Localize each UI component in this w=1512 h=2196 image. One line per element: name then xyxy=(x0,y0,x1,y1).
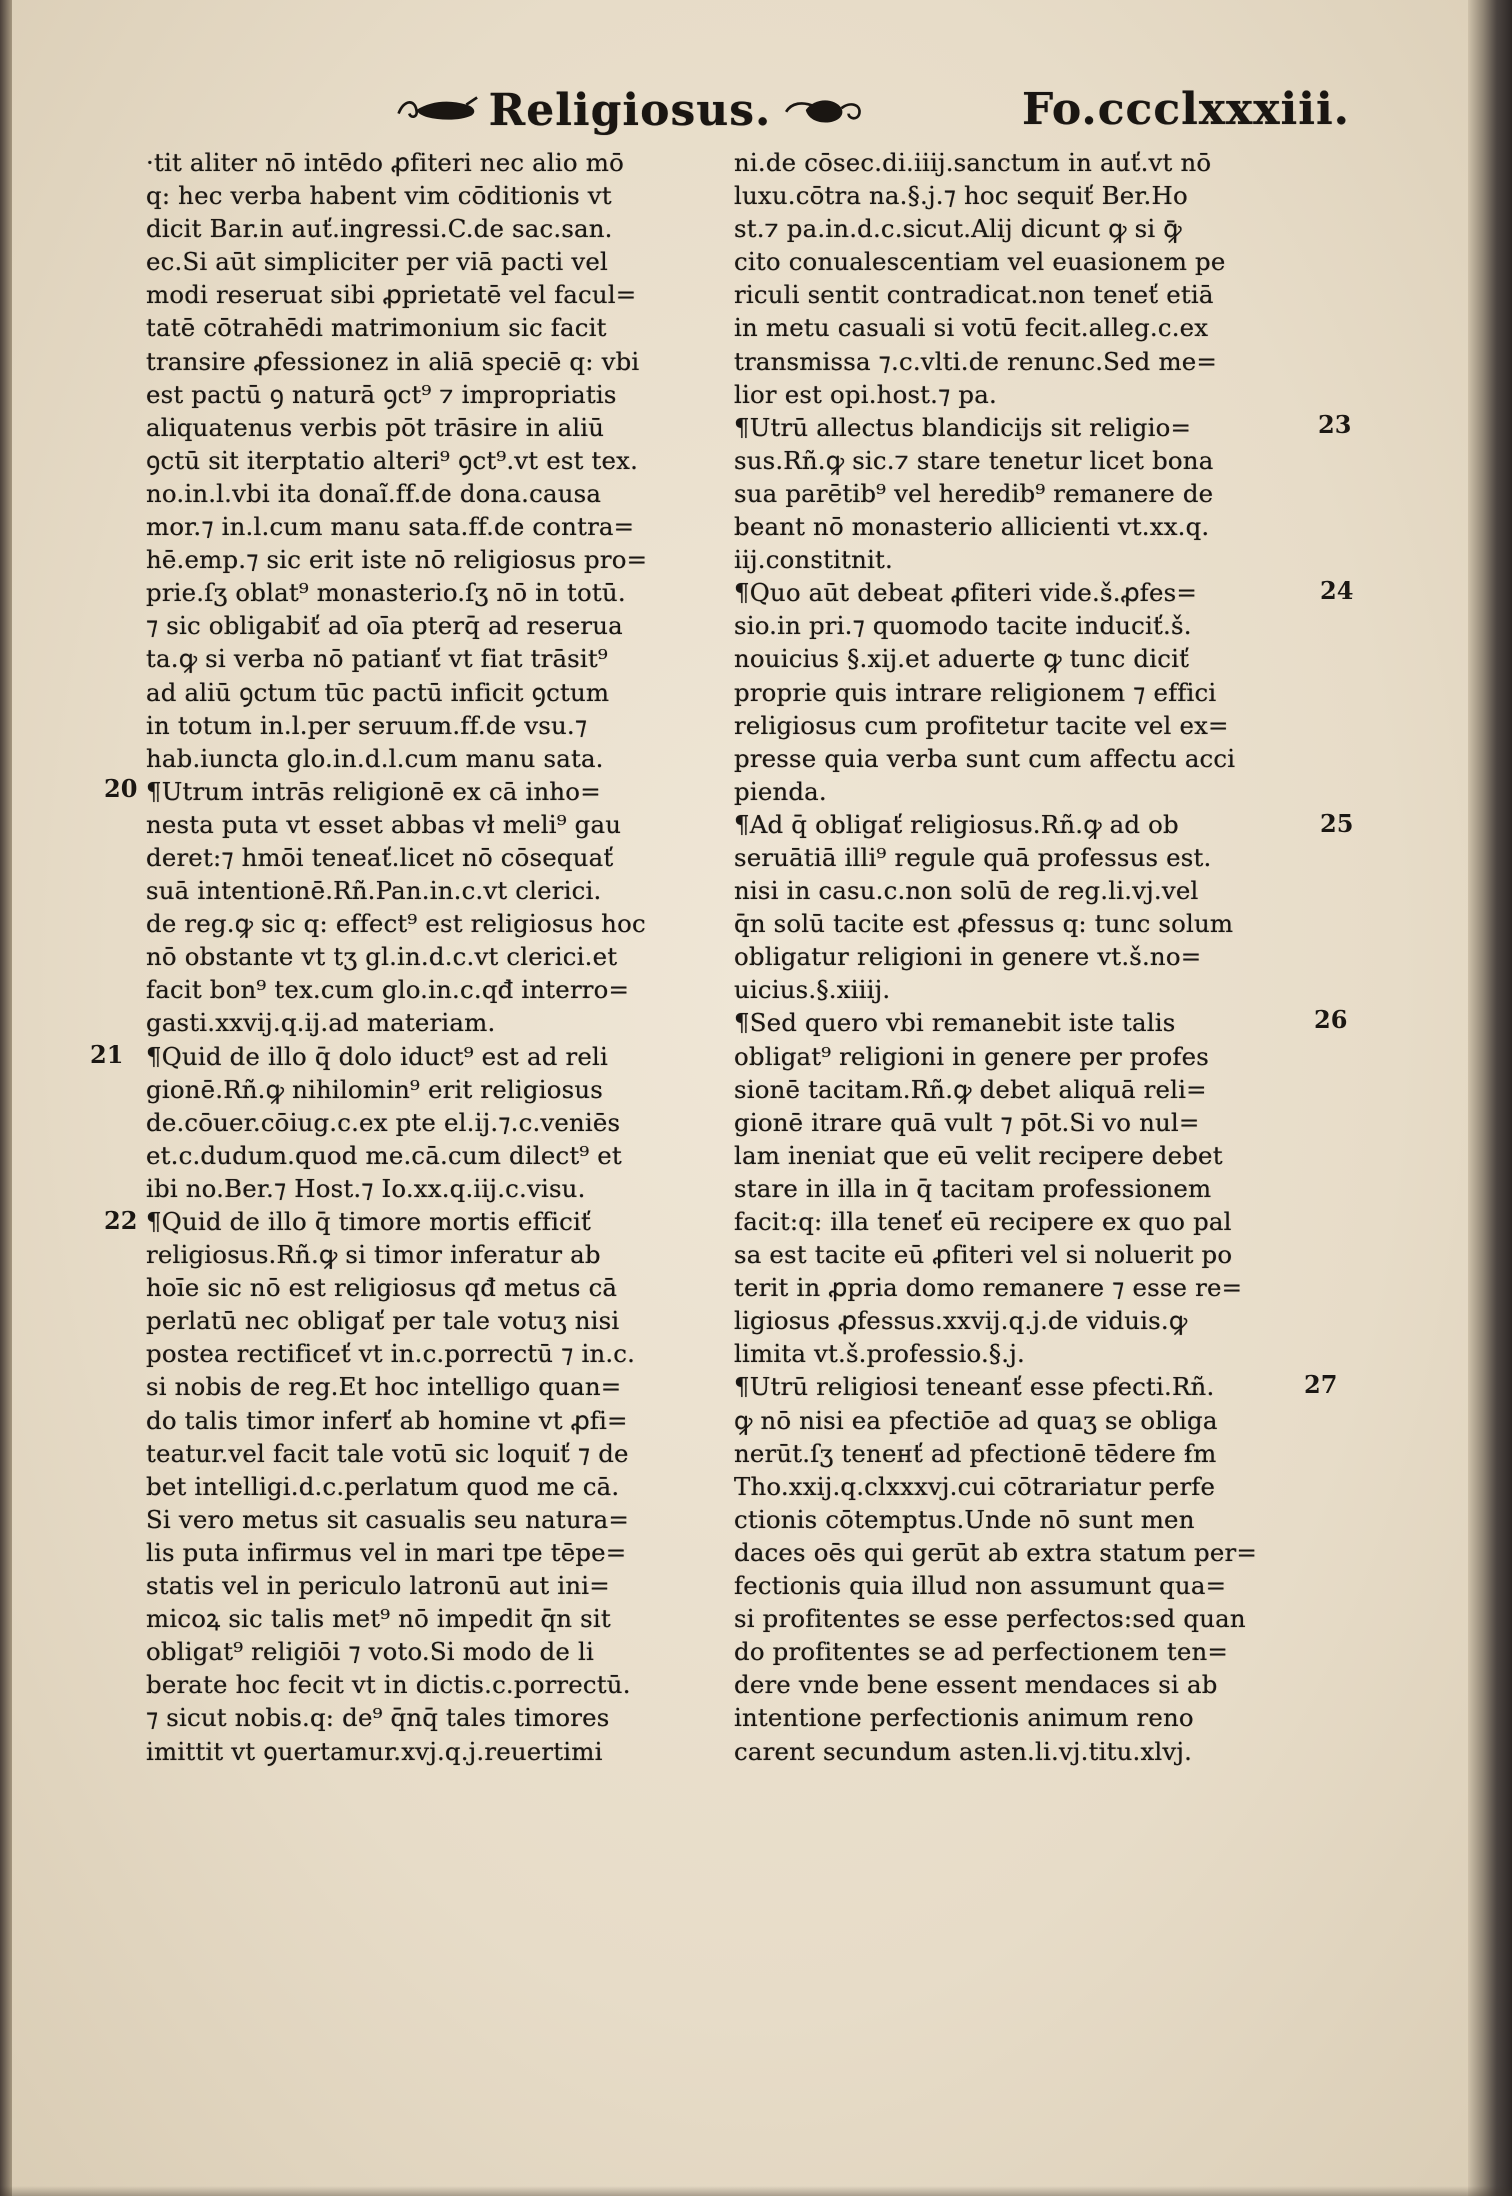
text-line: ¶Quo aūt debeat ꝓfiteri vide.š.ꝓfes= xyxy=(734,578,1197,608)
right-ornament-icon xyxy=(779,88,865,132)
text-line: hab.iuncta glo.in.d.l.cum manu sata. xyxy=(146,743,604,773)
text-line: ·tit aliter nō intēdo ꝓfiteri nec alio mō xyxy=(146,148,624,177)
text-line: presse quia verba sunt cum affectu acci xyxy=(734,743,1236,773)
text-line: ꝯctū sit iterptatio alteri⁹ ꝯct⁹.vt est tex. xyxy=(146,445,639,475)
text-line: de reg.ꝙ sic q: effect⁹ est religiosus hoc xyxy=(146,909,646,939)
text-line: do talis timor inferť ab homine vt ꝓfi= xyxy=(146,1405,628,1435)
text-line: sionē tacitam.Rñ.ꝙ debet aliquā reli= xyxy=(734,1074,1207,1104)
text-line: facit bon⁹ tex.cum glo.in.c.qđ interro= xyxy=(146,975,630,1005)
text-line: q: hec verba habent vim cōditionis vt xyxy=(146,181,612,211)
page-edge-stack xyxy=(1468,0,1512,2196)
text-line: sus.Rñ.ꝙ sic.⁊ stare tenetur licet bona xyxy=(734,445,1214,475)
text-line: Tho.xxij.q.clxxxvj.cui cōtrariatur perfe xyxy=(734,1471,1216,1501)
text-line: riculi sentit contradicat.non teneť etiā xyxy=(734,280,1214,310)
text-line: postea rectificeť vt in.c.porrectū ⁊ in.c. xyxy=(146,1339,636,1369)
folio-number: Fo.ccclxxxiii. xyxy=(1022,84,1350,135)
text-line: ec.Si aūt simpliciter per viā pacti vel xyxy=(146,247,609,277)
running-title: Religiosus. xyxy=(488,84,772,136)
text-line: obligat⁹ religiōi ⁊ voto.Si modo de li xyxy=(146,1637,595,1667)
text-line: hē.emp.⁊ sic erit iste nō religiosus pro= xyxy=(146,545,648,575)
text-line: si nobis de reg.Et hoc intelligo quan= xyxy=(146,1372,622,1402)
text-line: et.c.dudum.quod me.cā.cum dilect⁹ et xyxy=(146,1140,622,1170)
text-line: ta.ꝙ si verba nō patianť vt fiat trāsit⁹ xyxy=(146,644,608,674)
text-line: nō obstante vt tʒ gl.in.d.c.vt clerici.et xyxy=(146,942,618,972)
text-line: religiosus cum profitetur tacite vel ex= xyxy=(734,710,1229,740)
text-line: transire ꝓfessionez in aliā speciē q: vbi xyxy=(146,346,640,376)
text-line: beant nō monasterio allicienti vt.xx.q. xyxy=(734,512,1210,542)
margin-number: 26 xyxy=(1314,1005,1348,1034)
text-line: ¶Sed quero vbi remanebit iste talis xyxy=(734,1008,1176,1038)
text-line: est pactū ꝯ naturā ꝯct⁹ ⁊ impropriatis xyxy=(146,379,617,409)
text-line: ¶Utrum intrās religionē ex cā inho= xyxy=(146,776,601,806)
text-line: aliquatenus verbis pōt trāsire in aliū xyxy=(146,412,605,442)
text-line: stare in illa in q̄ tacitam professionem xyxy=(734,1173,1212,1203)
text-line: fectionis quia illud non assumunt qua= xyxy=(734,1571,1227,1601)
text-line: nerūt.ſʒ teneнť ad pfectionē tēdere ẜm xyxy=(734,1438,1217,1468)
margin-number: 24 xyxy=(1320,576,1354,605)
text-line: Si vero metus sit casualis seu natura= xyxy=(146,1504,630,1534)
text-line: ⁊ sic obligabiť ad oīa pterq̄ ad reserua xyxy=(146,611,623,641)
text-line: seruātiā illi⁹ regule quā professus est. xyxy=(734,842,1212,872)
text-line: daces oēs qui gerūt ab extra statum per= xyxy=(734,1537,1258,1567)
text-line: lis puta infirmus vel in mari tpe tēpe= xyxy=(146,1537,627,1567)
running-title-group xyxy=(395,74,865,146)
margin-number: 23 xyxy=(1318,410,1352,439)
text-line: teatur.vel facit tale votū sic loquiť ⁊ de xyxy=(146,1438,629,1468)
running-header xyxy=(140,74,1350,146)
text-line: modi reseruat sibi ꝓprietatē vel facul= xyxy=(146,280,637,310)
left-text-column xyxy=(146,146,720,1768)
text-line: prie.ſʒ oblat⁹ monasterio.ſʒ nō in totū. xyxy=(146,578,626,608)
text-line: sua parētib⁹ vel heredib⁹ remanere de xyxy=(734,478,1214,508)
text-line: suā intentionē.Rñ.Pan.in.c.vt clerici. xyxy=(146,876,602,906)
text-line: in totum in.l.per seruum.ff.de vsu.⁊ xyxy=(146,710,588,740)
text-line: mor.⁊ in.l.cum manu sata.ff.de contra= xyxy=(146,512,635,542)
text-line: imittit vt ꝯuertamur.xvj.q.j.reuertimi xyxy=(146,1736,603,1766)
text-line: ni.de cōsec.di.iiij.sanctum in auť.vt nō xyxy=(734,148,1212,177)
text-line: lam ineniat que eū velit recipere debet xyxy=(734,1140,1223,1170)
text-line: pienda. xyxy=(734,776,827,806)
text-line: nisi in casu.c.non solū de reg.li.vj.vel xyxy=(734,876,1199,906)
page-gutter-shadow xyxy=(0,0,12,2196)
text-line: statis vel in periculo latronū aut ini= xyxy=(146,1571,610,1601)
text-line: limita vt.š.professio.§.j. xyxy=(734,1339,1025,1369)
margin-number: 25 xyxy=(1320,809,1354,838)
text-line: ¶Quid de illo q̄ dolo iduct⁹ est ad reli xyxy=(146,1041,608,1071)
margin-number: 20 xyxy=(104,774,138,803)
text-line: obligat⁹ religioni in genere per profes xyxy=(734,1041,1209,1071)
text-line: ꝙ nō nisi ea pfectiōe ad quaʒ se obliga xyxy=(734,1405,1218,1435)
text-line: st.⁊ pa.in.d.c.sicut.Alij dicunt ꝙ si ꝙ̄ xyxy=(734,214,1182,244)
text-line: gionē itrare quā vult ⁊ pōt.Si vo nul= xyxy=(734,1107,1200,1137)
text-line: ⁊ sicut nobis.q: de⁹ q̄nq̄ tales timores xyxy=(146,1703,610,1733)
text-line: de.cōuer.cōiug.c.ex pte el.ij.⁊.c.veniēs xyxy=(146,1107,621,1137)
text-line: religiosus.Rñ.ꝙ si timor inferatur ab xyxy=(146,1240,601,1270)
text-line: ¶Quid de illo q̄ timore mortis efficiť xyxy=(146,1207,591,1236)
text-line: ¶Utrū religiosi teneanť esse pfecti.Rñ. xyxy=(734,1372,1215,1402)
text-line: ibi no.Ber.⁊ Host.⁊ Io.xx.q.iij.c.visu. xyxy=(146,1173,586,1203)
text-line: bet intelligi.d.c.perlatum quod me cā. xyxy=(146,1471,620,1501)
text-line: in metu casuali si votū fecit.alleg.c.ex xyxy=(734,313,1209,343)
text-line: terit in ꝓpria domo remanere ⁊ esse re= xyxy=(734,1273,1243,1303)
left-ornament-icon xyxy=(395,88,481,132)
right-text-column xyxy=(734,146,1312,1768)
text-line: ligiosus ꝓfessus.xxvij.q.j.de viduis.ꝙ xyxy=(734,1306,1188,1336)
text-line: ¶Ad q̄ obligať religiosus.Rñ.ꝙ ad ob xyxy=(734,809,1179,839)
text-line: nesta puta vt esset abbas vł meli⁹ gau xyxy=(146,809,622,839)
text-line: uicius.§.xiiij. xyxy=(734,975,891,1005)
text-line: iij.constitnit. xyxy=(734,545,893,575)
text-line: q̄n solū tacite est ꝓfessus q: tunc solum xyxy=(734,909,1234,939)
text-line: dicit Bar.in auť.ingressi.C.de sac.san. xyxy=(146,214,613,244)
text-line: nouicius §.xij.et aduerte ꝙ tunc diciť xyxy=(734,644,1190,674)
text-line: proprie quis intrare religionem ⁊ effici xyxy=(734,677,1217,707)
text-line: ¶Utrū allectus blandicijs sit religio= xyxy=(734,412,1192,442)
margin-number: 27 xyxy=(1304,1370,1338,1399)
text-line: dere vnde bene essent mendaces si ab xyxy=(734,1670,1218,1700)
text-line: cito conualescentiam vel euasionem pe xyxy=(734,247,1226,277)
text-line: ad aliū ꝯctum tūc pactū inficit ꝯctum xyxy=(146,677,610,707)
text-line: berate hoc fecit vt in dictis.c.porrectū. xyxy=(146,1670,631,1700)
text-line: gionē.Rñ.ꝙ nihilomin⁹ erit religiosus xyxy=(146,1074,603,1104)
text-line: facit:q: illa teneť eū recipere ex quo pal xyxy=(734,1207,1232,1236)
text-line: transmissa ⁊.c.vlti.de renunc.Sed me= xyxy=(734,346,1218,376)
text-line: no.in.l.vbi ita donaĩ.ff.de dona.causa xyxy=(146,478,602,508)
text-line: lior est opi.host.⁊ pa. xyxy=(734,379,997,409)
text-line: micoꝝ sic talis met⁹ nō impedit q̄n sit xyxy=(146,1604,611,1634)
text-line: tatē cōtrahēdi matrimonium sic facit xyxy=(146,313,607,343)
text-line: ctionis cōtemptus.Unde nō sunt men xyxy=(734,1504,1195,1534)
text-line: luxu.cōtra na.§.j.⁊ hoc sequiť Ber.Ho xyxy=(734,181,1188,211)
text-line: carent secundum asten.li.vj.titu.xlvj. xyxy=(734,1736,1193,1766)
text-line: sio.in pri.⁊ quomodo tacite induciť.š. xyxy=(734,611,1192,641)
text-line: gasti.xxvij.q.ij.ad materiam. xyxy=(146,1008,496,1038)
margin-number: 22 xyxy=(104,1206,138,1235)
text-line: hoīe sic nō est religiosus qđ metus cā xyxy=(146,1273,618,1303)
text-line: si profitentes se esse perfectos:sed quan xyxy=(734,1604,1246,1634)
text-line: sa est tacite eū ꝓfiteri vel si noluerit po xyxy=(734,1240,1233,1270)
text-line: deret:⁊ hmōi teneať.licet nō cōsequať xyxy=(146,842,614,872)
text-line: obligatur religioni in genere vt.š.no= xyxy=(734,942,1202,972)
margin-number: 21 xyxy=(90,1040,124,1069)
text-line: do profitentes se ad perfectionem ten= xyxy=(734,1637,1229,1667)
page-bottom-shadow xyxy=(0,2186,1512,2196)
text-line: intentione perfectionis animum reno xyxy=(734,1703,1194,1733)
text-line: perlatū nec obligať per tale votuʒ nisi xyxy=(146,1306,620,1336)
